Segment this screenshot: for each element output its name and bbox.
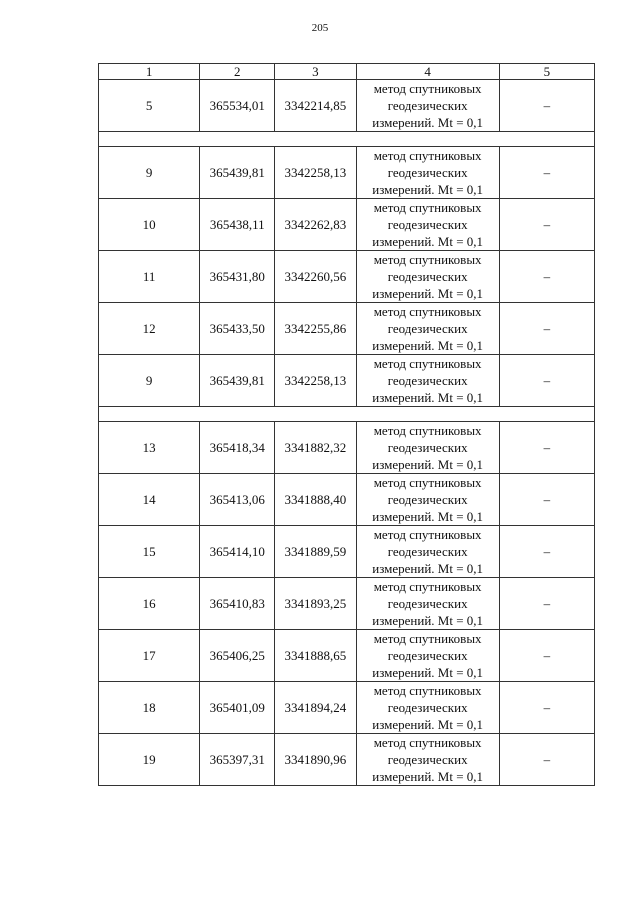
- x-coordinate-cell: 365418,34: [200, 422, 275, 474]
- y-coordinate-cell: 3341888,65: [275, 630, 356, 682]
- y-coordinate-cell: 3342262,83: [275, 199, 356, 251]
- method-line: измерений. Mt = 0,1: [372, 390, 484, 405]
- method-line: метод спутниковых: [373, 475, 482, 490]
- point-number-cell: 18: [99, 682, 200, 734]
- method-line: измерений. Mt = 0,1: [372, 234, 484, 249]
- x-coordinate-cell: 365397,31: [200, 734, 275, 786]
- note-cell: –: [499, 199, 594, 251]
- method-line: метод спутниковых: [373, 304, 482, 319]
- x-coordinate-cell: 365410,83: [200, 578, 275, 630]
- x-coordinate-cell: 365431,80: [200, 251, 275, 303]
- method-line: измерений. Mt = 0,1: [372, 182, 484, 197]
- table-row: [99, 199, 595, 251]
- table-row: [99, 251, 595, 303]
- method-line: метод спутниковых: [373, 683, 482, 698]
- point-number-cell: 9: [99, 147, 200, 199]
- x-coordinate-cell: 365401,09: [200, 682, 275, 734]
- table-row: [99, 578, 595, 630]
- point-number-cell: 13: [99, 422, 200, 474]
- method-line: измерений. Mt = 0,1: [372, 509, 484, 524]
- method-cell: [356, 734, 499, 786]
- method-line: геодезических: [387, 648, 468, 663]
- method-line: метод спутниковых: [373, 200, 482, 215]
- method-line: метод спутниковых: [373, 148, 482, 163]
- method-line: геодезических: [387, 98, 468, 113]
- method-line: измерений. Mt = 0,1: [372, 769, 484, 784]
- table-row: [99, 474, 595, 526]
- method-line: метод спутниковых: [373, 527, 482, 542]
- method-line: измерений. Mt = 0,1: [372, 561, 484, 576]
- x-coordinate-cell: 365413,06: [200, 474, 275, 526]
- note-cell: –: [499, 80, 594, 132]
- method-cell: [356, 682, 499, 734]
- method-cell: [356, 422, 499, 474]
- table-body: [99, 80, 595, 786]
- table-row: [99, 630, 595, 682]
- column-header: 1: [99, 64, 200, 80]
- note-cell: –: [499, 630, 594, 682]
- table-row: [99, 422, 595, 474]
- method-cell: [356, 526, 499, 578]
- method-line: геодезических: [387, 217, 468, 232]
- note-cell: –: [499, 526, 594, 578]
- method-line: геодезических: [387, 269, 468, 284]
- note-cell: –: [499, 251, 594, 303]
- method-line: геодезических: [387, 544, 468, 559]
- table-row: [99, 682, 595, 734]
- x-coordinate-cell: 365433,50: [200, 303, 275, 355]
- note-cell: –: [499, 682, 594, 734]
- table-row: [99, 734, 595, 786]
- y-coordinate-cell: 3342214,85: [275, 80, 356, 132]
- y-coordinate-cell: 3342255,86: [275, 303, 356, 355]
- table-row: [99, 147, 595, 199]
- separator-cell: [99, 407, 595, 422]
- coordinates-table: [98, 63, 595, 786]
- method-line: измерений. Mt = 0,1: [372, 115, 484, 130]
- x-coordinate-cell: 365406,25: [200, 630, 275, 682]
- point-number-cell: 11: [99, 251, 200, 303]
- method-line: метод спутниковых: [373, 735, 482, 750]
- y-coordinate-cell: 3341894,24: [275, 682, 356, 734]
- page-number: 205: [311, 22, 329, 34]
- note-cell: –: [499, 355, 594, 407]
- x-coordinate-cell: 365439,81: [200, 355, 275, 407]
- point-number-cell: 19: [99, 734, 200, 786]
- table-header-row: [99, 64, 595, 80]
- y-coordinate-cell: 3341888,40: [275, 474, 356, 526]
- method-line: измерений. Mt = 0,1: [372, 717, 484, 732]
- method-cell: [356, 630, 499, 682]
- method-line: геодезических: [387, 596, 468, 611]
- column-header: 3: [275, 64, 356, 80]
- method-line: геодезических: [387, 700, 468, 715]
- note-cell: –: [499, 422, 594, 474]
- column-header: 5: [499, 64, 594, 80]
- y-coordinate-cell: 3341893,25: [275, 578, 356, 630]
- point-number-cell: 10: [99, 199, 200, 251]
- column-header: 2: [200, 64, 275, 80]
- separator-row: [99, 132, 595, 147]
- method-line: измерений. Mt = 0,1: [372, 613, 484, 628]
- point-number-cell: 16: [99, 578, 200, 630]
- method-line: метод спутниковых: [373, 579, 482, 594]
- x-coordinate-cell: 365438,11: [200, 199, 275, 251]
- method-cell: [356, 251, 499, 303]
- method-line: измерений. Mt = 0,1: [372, 665, 484, 680]
- method-cell: [356, 578, 499, 630]
- x-coordinate-cell: 365439,81: [200, 147, 275, 199]
- point-number-cell: 5: [99, 80, 200, 132]
- method-cell: [356, 199, 499, 251]
- point-number-cell: 14: [99, 474, 200, 526]
- y-coordinate-cell: 3342258,13: [275, 355, 356, 407]
- y-coordinate-cell: 3342260,56: [275, 251, 356, 303]
- table-row: [99, 355, 595, 407]
- x-coordinate-cell: 365534,01: [200, 80, 275, 132]
- table-row: [99, 303, 595, 355]
- note-cell: –: [499, 147, 594, 199]
- method-cell: [356, 355, 499, 407]
- column-header: 4: [356, 64, 499, 80]
- method-line: измерений. Mt = 0,1: [372, 457, 484, 472]
- method-line: метод спутниковых: [373, 252, 482, 267]
- method-line: метод спутниковых: [373, 356, 482, 371]
- y-coordinate-cell: 3342258,13: [275, 147, 356, 199]
- y-coordinate-cell: 3341890,96: [275, 734, 356, 786]
- table-row: [99, 80, 595, 132]
- method-line: метод спутниковых: [373, 423, 482, 438]
- method-line: геодезических: [387, 373, 468, 388]
- point-number-cell: 9: [99, 355, 200, 407]
- y-coordinate-cell: 3341882,32: [275, 422, 356, 474]
- separator-cell: [99, 132, 595, 147]
- note-cell: –: [499, 578, 594, 630]
- method-line: геодезических: [387, 492, 468, 507]
- method-cell: [356, 303, 499, 355]
- y-coordinate-cell: 3341889,59: [275, 526, 356, 578]
- method-cell: [356, 147, 499, 199]
- point-number-cell: 12: [99, 303, 200, 355]
- point-number-cell: 15: [99, 526, 200, 578]
- note-cell: –: [499, 303, 594, 355]
- note-cell: –: [499, 734, 594, 786]
- method-cell: [356, 80, 499, 132]
- method-cell: [356, 474, 499, 526]
- x-coordinate-cell: 365414,10: [200, 526, 275, 578]
- table-row: [99, 526, 595, 578]
- method-line: метод спутниковых: [373, 81, 482, 96]
- method-line: геодезических: [387, 321, 468, 336]
- method-line: измерений. Mt = 0,1: [372, 286, 484, 301]
- separator-row: [99, 407, 595, 422]
- method-line: геодезических: [387, 440, 468, 455]
- method-line: геодезических: [387, 165, 468, 180]
- method-line: измерений. Mt = 0,1: [372, 338, 484, 353]
- method-line: геодезических: [387, 752, 468, 767]
- method-line: метод спутниковых: [373, 631, 482, 646]
- point-number-cell: 17: [99, 630, 200, 682]
- note-cell: –: [499, 474, 594, 526]
